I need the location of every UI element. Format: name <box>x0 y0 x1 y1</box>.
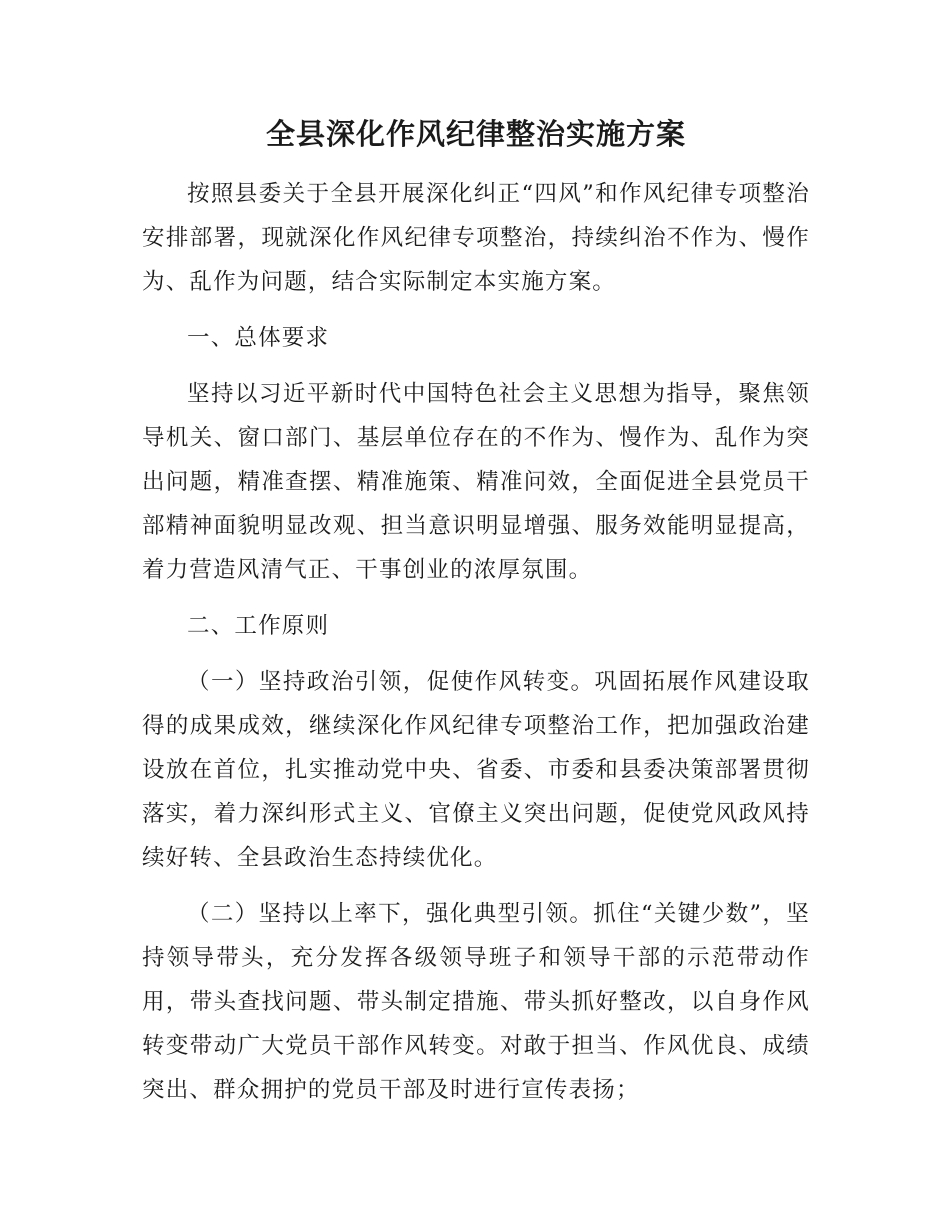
section-heading-general-requirements: 一、总体要求 <box>187 325 330 351</box>
general-requirements-paragraph: 坚持以习近平新时代中国特色社会主义思想为指导，聚焦领导机关、窗口部门、基层单位存在的不作为、慢作为、乱作为突出问题，精准查摆、精准施策、精准问效，全面促进全县党员干部精神面貌明显改观、担当意识明显增强、服务效能明显提高，着力营造风清气正、干事创业的浓厚氛围。 <box>142 381 810 583</box>
section-heading-work-principles: 二、工作原则 <box>187 613 330 639</box>
principle-paragraph-2: （二）坚持以上率下，强化典型引领。抓住“关键少数”，坚持领导带头，充分发挥各级领导班子和领导干部的示范带动作用，带头查找问题、带头制定措施、带头抓好整改，以自身作风转变带动广大党员干部作风转变。对敢于担当、作风优良、成绩突出、群众拥护的党员干部及时进行宣传表扬； <box>142 901 810 1103</box>
document-title: 全县深化作风纪律整治实施方案 <box>265 117 686 151</box>
principle-paragraph-1: （一）坚持政治引领，促使作风转变。巩固拓展作风建设取得的成果成效，继续深化作风纪律专项整治工作，把加强政治建设放在首位，扎实推动党中央、省委、市委和县委决策部署贯彻落实，着力深纠形式主义、官僚主义突出问题，促使党风政风持续好转、全县政治生态持续优化。 <box>142 669 810 871</box>
intro-paragraph: 按照县委关于全县开展深化纠正“四风”和作风纪律专项整治安排部署，现就深化作风纪律专项整治，持续纠治不作为、慢作为、乱作为问题，结合实际制定本实施方案。 <box>142 181 810 295</box>
document-page <box>142 112 810 1112</box>
